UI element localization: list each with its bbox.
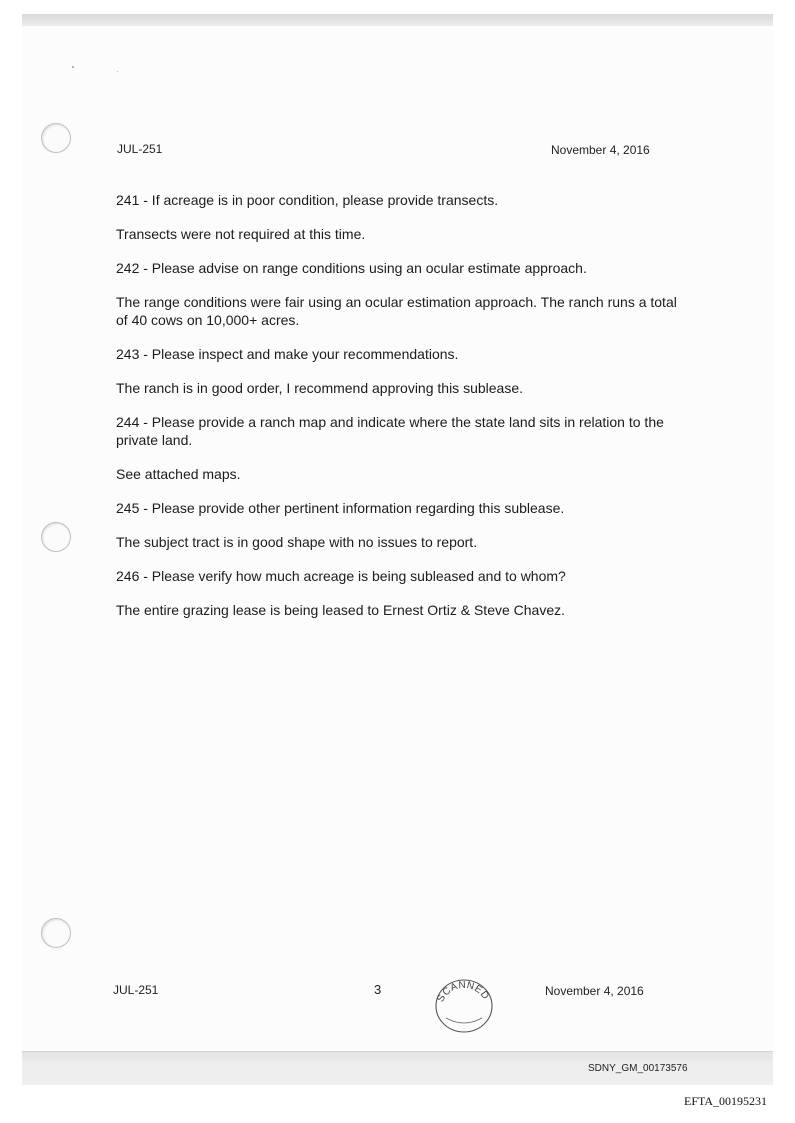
footer-page-number: 3 [374,982,382,997]
paragraph-241-question: 241 - If acreage is in poor condition, please provide transects. [116,192,499,208]
stamp-text: SCANNED [435,979,492,1005]
paragraph-246-question: 246 - Please verify how much acreage is being subleased and to whom? [116,568,566,584]
header-document-id: JUL-251 [117,142,163,156]
efta-number: EFTA_00195231 [684,1094,768,1108]
footer-date: November 4, 2016 [545,984,644,998]
paragraph-243-question: 243 - Please inspect and make your recommendations. [116,346,459,362]
punch-hole-bottom [41,918,71,948]
bates-number: SDNY_GM_00173576 [588,1063,688,1074]
paragraph-246-answer: The entire grazing lease is being leased to Ernest Ortiz & Steve Chavez. [116,602,566,618]
paragraph-244-answer: See attached maps. [116,466,241,482]
header-date: November 4, 2016 [551,143,650,157]
scanned-stamp-icon [432,972,496,1036]
paragraph-245-question: 245 - Please provide other pertinent information regarding this sublease. [116,500,565,516]
document-body [116,191,686,635]
paragraph-245-answer: The subject tract is in good shape with no issues to report. [116,534,478,550]
footer-document-id: JUL-251 [113,983,159,997]
scan-top-band [22,14,773,26]
paragraph-241-answer: Transects were not required at this time. [116,226,366,242]
paragraph-242-question: 242 - Please advise on range conditions using an ocular estimate approach. [116,260,587,276]
punch-hole-top [41,123,71,153]
paragraph-244-question: 244 - Please provide a ranch map and indicate where the state land sits in relation to the private land. [116,414,664,448]
paragraph-243-answer: The ranch is in good order, I recommend approving this sublease. [116,380,524,396]
punch-hole-middle [41,522,71,552]
svg-text:SCANNED [435,980,491,1004]
paragraph-242-answer: The range conditions were fair using an ocular estimation approach. The ranch runs a total of 40 cows on 10,000+ acres. [116,294,677,328]
scan-speck [117,71,118,72]
scan-speck [72,66,74,68]
